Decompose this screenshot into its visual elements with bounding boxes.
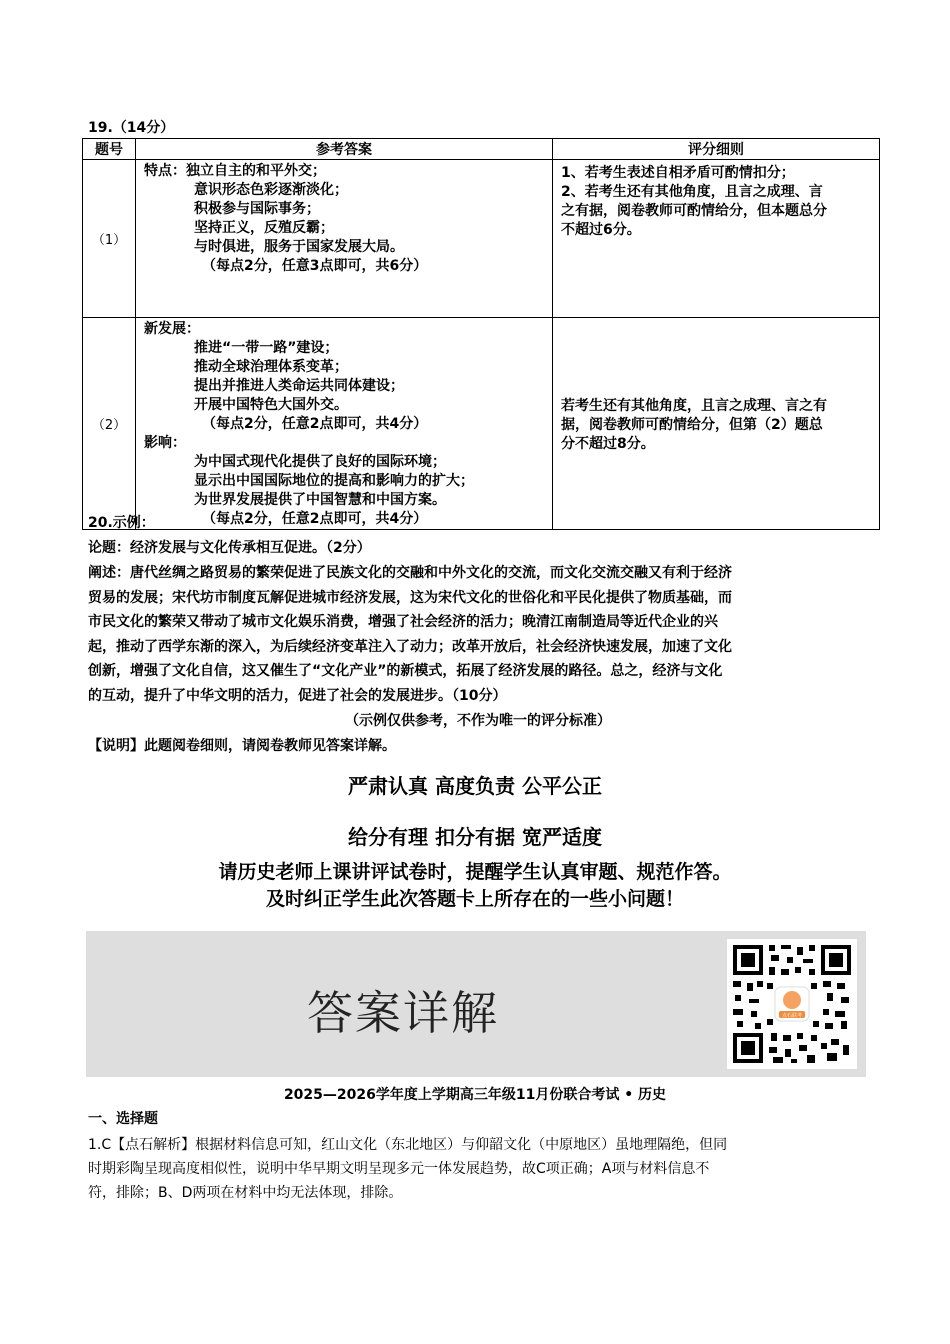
- answer-line: 新发展：: [144, 321, 200, 337]
- row-number: （1）: [83, 160, 136, 318]
- essay-line: 的互动，提升了中华文明的活力，促进了社会的发展进步。（10分）: [88, 687, 507, 704]
- answer-line: 开展中国特色大国外交。: [194, 397, 348, 413]
- col-header-number: 题号: [83, 139, 136, 160]
- exam-title: 2025—2026学年度上学期高三年级11月份联合考试 • 历史: [283, 1087, 667, 1103]
- essay-line: 创新，增强了文化自信，这又催生了“文化产业”的新模式，拓展了经济发展的路径。总之，经济与文化: [88, 663, 723, 679]
- explanation-line: 1.C【点石解析】根据材料信息可知，红山文化（东北地区）与仰韶文化（中原地区）虽地理隔绝，但同: [88, 1137, 728, 1153]
- answer-line: 为世界发展提供了中国智慧和中国方案。: [194, 492, 446, 508]
- essay-line: 阐述：唐代丝绸之路贸易的繁荣促进了民族文化的交融和中外文化的交流，而文化交流交融又有利于经济: [88, 565, 732, 581]
- score-note: （每点2分，任意2点即可，共4分）: [202, 511, 428, 527]
- criteria-line: 据，阅卷教师可酌情给分，但第（2）题总: [561, 417, 823, 433]
- q19-scoring-table: [82, 138, 880, 530]
- col-header-criteria: 评分细则: [553, 139, 880, 160]
- answer-line: 意识形态色彩逐渐淡化；: [194, 182, 348, 198]
- qr-logo-text: 点石联考: [781, 1013, 803, 1019]
- grading-criteria: [553, 160, 880, 318]
- answer-line: 提出并推进人类命运共同体建设；: [194, 378, 404, 394]
- table-row: [83, 318, 880, 530]
- answer-line: 影响：: [144, 435, 186, 451]
- answer-line: 坚持正义，反殖反霸；: [194, 220, 334, 236]
- q19-heading: 19.（14分）: [88, 120, 175, 136]
- criteria-line: 不超过6分。: [561, 222, 641, 238]
- answer-line: 推进“一带一路”建设；: [194, 340, 339, 356]
- criteria-line: 1、若考生表述自相矛盾可酌情扣分；: [561, 165, 795, 181]
- q20-essay: [88, 561, 868, 708]
- criteria-line: 分不超过8分。: [561, 436, 655, 452]
- q20-note: （示例仅供参考，不作为唯一的评分标准）: [345, 713, 611, 729]
- answer-line: 显示出中国国际地位的提高和影响力的扩大；: [194, 473, 474, 489]
- essay-line: 贸易的发展；宋代坊市制度瓦解促进城市经济发展，这为宋代文化的世俗化和平民化提供了物质基础，而: [88, 589, 732, 606]
- slogan-line-3: 请历史老师上课讲评试卷时，提醒学生认真审题、规范作答。: [218, 861, 732, 883]
- answer-detail-banner: [86, 931, 866, 1077]
- criteria-line: 之有据，阅卷教师可酌情给分，但本题总分: [561, 203, 827, 219]
- essay-line: 市民文化的繁荣又带动了城市文化娱乐消费，增强了社会经济的活力；晚清江南制造局等近代企业的兴: [88, 614, 718, 630]
- score-note: （每点2分，任意2点即可，共4分）: [202, 416, 428, 432]
- criteria-line: 若考生还有其他角度，且言之成理、言之有: [561, 398, 827, 414]
- q20-remark: 【说明】此题阅卷细则，请阅卷教师见答案详解。: [88, 738, 396, 754]
- table-header-row: [83, 139, 880, 160]
- reference-answer: [136, 160, 553, 318]
- explanation-line: 时期彩陶呈现高度相似性，说明中华早期文明呈现多元一体发展趋势，故C项正确；A项与材料信息不: [88, 1161, 710, 1177]
- criteria-line: 2、若考生还有其他角度，且言之成理、言: [561, 184, 823, 200]
- q20-thesis: 论题：经济发展与文化传承相互促进。（2分）: [88, 540, 371, 556]
- table-row: [83, 160, 880, 318]
- q20-heading: 20.示例：: [88, 515, 155, 531]
- score-note: （每点2分，任意3点即可，共6分）: [202, 258, 428, 274]
- slogan-line-2: 给分有理 扣分有据 宽严适度: [348, 825, 602, 849]
- answer-line: 与时俱进，服务于国家发展大局。: [194, 239, 404, 255]
- answer-line: 特点：独立自主的和平外交；: [144, 163, 326, 179]
- qr-code-graphic: [727, 939, 857, 1069]
- grading-criteria: [553, 318, 880, 530]
- answer-line: 为中国式现代化提供了良好的国际环境；: [194, 454, 446, 470]
- answer-line: 推动全球治理体系变革；: [194, 359, 348, 375]
- slogan-line-1: 严肃认真 高度负责 公平公正: [348, 774, 602, 798]
- slogan-line-4: 及时纠正学生此次答题卡上所存在的一些小问题！: [265, 888, 684, 910]
- section-heading: 一、选择题: [88, 1111, 158, 1127]
- row-number: （2）: [83, 318, 136, 530]
- answer-line: 积极参与国际事务；: [194, 201, 320, 217]
- qr-code-icon[interactable]: [727, 939, 857, 1069]
- answer-1-explanation: [88, 1133, 873, 1205]
- essay-line: 起，推动了西学东渐的深入，为后续经济变革注入了动力；改革开放后，社会经济快速发展，加速了文化: [88, 638, 732, 655]
- reference-answer: [136, 318, 553, 530]
- banner-title: 答案详解: [307, 986, 499, 1040]
- explanation-line: 符，排除；B、D两项在材料中均无法体现，排除。: [88, 1185, 403, 1201]
- col-header-answer: 参考答案: [136, 139, 553, 160]
